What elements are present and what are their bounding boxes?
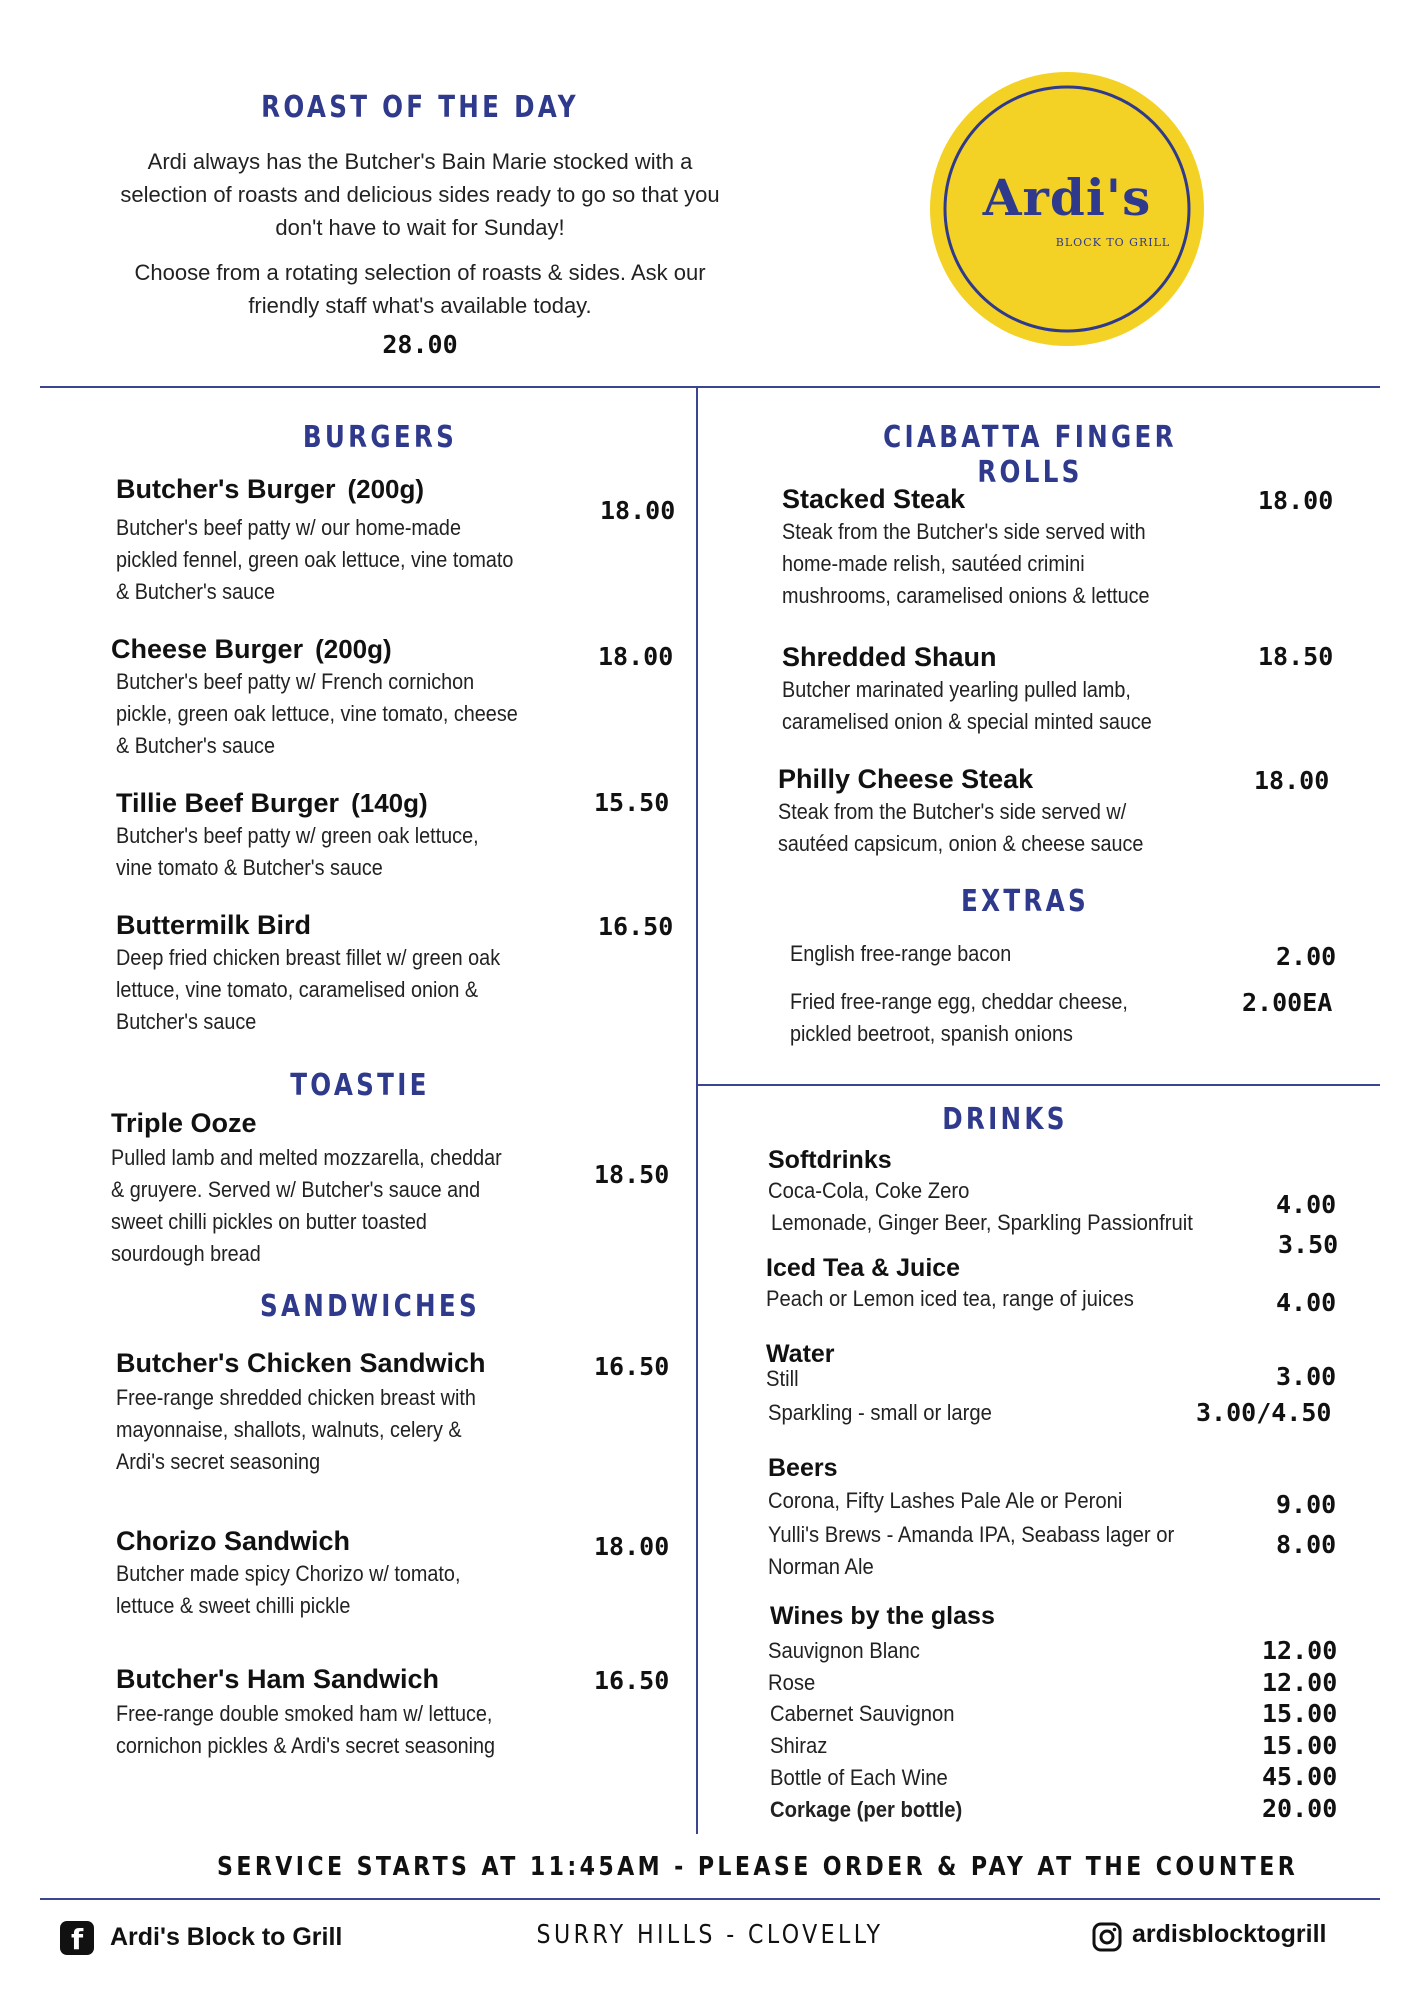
wine-item: Cabernet Sauvignon (770, 1701, 955, 1726)
facebook-page-name[interactable]: Ardi's Block to Grill (110, 1923, 343, 1951)
roast-price: 28.00 (382, 330, 458, 359)
wine-item: Rose (768, 1670, 816, 1695)
drinks-category-beers: Beers (768, 1454, 838, 1482)
drink-price: 3.00/4.50 (1196, 1398, 1332, 1427)
menu-item-description: Butcher's beef patty w/ green oak lettuce, vine tomato & Butcher's sauce (116, 823, 479, 880)
menu-item-description: Steak from the Butcher's side served w/ sautéed capsicum, onion & cheese sauce (778, 799, 1144, 856)
service-notice: SERVICE STARTS AT 11:45AM - PLEASE ORDER & PAY AT THE COUNTER (217, 1852, 1299, 1882)
menu-item-description: Free-range shredded chicken breast with mayonnaise, shallots, walnuts, celery & Ardi's secret seasoning (116, 1385, 476, 1474)
drink-item: Lemonade, Ginger Beer, Sparkling Passionfruit (771, 1210, 1193, 1235)
drink-price: 4.00 (1276, 1190, 1337, 1219)
menu-item-name: Stacked Steak (782, 484, 966, 514)
drink-price: 3.50 (1278, 1230, 1339, 1259)
roast-desc-line: don't have to wait for Sunday! (275, 215, 565, 240)
wine-price: 12.00 (1262, 1668, 1338, 1697)
logo-tagline: BLOCK TO GRILL (1055, 236, 1171, 249)
drink-price: 9.00 (1276, 1490, 1337, 1519)
menu-item-description: Pulled lamb and melted mozzarella, cheddar & gruyere. Served w/ Butcher's sauce and sweet chilli pickles on butter toasted sourdough bread (111, 1145, 502, 1266)
menu-item-price: 18.00 (594, 1532, 670, 1561)
menu-item-description: Butcher's beef patty w/ our home-made pickled fennel, green oak lettuce, vine tomato & Butcher's sauce (116, 515, 514, 604)
menu-item-description: Free-range double smoked ham w/ lettuce, cornichon pickles & Ardi's secret seasoning (116, 1701, 496, 1758)
menu-item-price: 18.00 (600, 496, 676, 525)
menu-item-price: 16.50 (594, 1666, 670, 1695)
extras-item-description: Fried free-range egg, cheddar cheese, pickled beetroot, spanish onions (790, 989, 1128, 1046)
drinks-category-water: Water (766, 1340, 835, 1368)
menu-item-name: Triple Ooze (111, 1108, 257, 1138)
locations: SURRY HILLS - CLOVELLY (536, 1920, 884, 1950)
menu-item-price: 18.50 (594, 1160, 670, 1189)
roast-desc-line: selection of roasts and delicious sides ready to go so that you (120, 182, 720, 207)
menu-item-name: Tillie Beef Burger (140g) (116, 788, 428, 818)
facebook-icon[interactable]: f (60, 1921, 94, 1955)
drink-price: 8.00 (1276, 1530, 1337, 1559)
extras-item-price: 2.00EA (1242, 988, 1333, 1017)
drink-item: Coca-Cola, Coke Zero (768, 1178, 970, 1203)
logo-name: Ardi's (982, 168, 1152, 227)
wine-item: Bottle of Each Wine (770, 1765, 948, 1790)
drink-item: Sparkling - small or large (768, 1400, 992, 1425)
roast-desc-line: Choose from a rotating selection of roasts & sides. Ask our (134, 260, 706, 285)
menu-item-price: 18.00 (1254, 766, 1330, 795)
drink-item: Corona, Fifty Lashes Pale Ale or Peroni (768, 1488, 1123, 1513)
sandwiches-title: SANDWICHES (259, 1289, 481, 1324)
menu-item-name: Cheese Burger (200g) (111, 634, 392, 664)
menu-item-description: Butcher's beef patty w/ French cornichon pickle, green oak lettuce, vine tomato, cheese & Butcher's sauce (116, 669, 518, 758)
menu-item-description: Steak from the Butcher's side served with home-made relish, sautéed crimini mushrooms, caramelised onions & lettuce (782, 519, 1150, 608)
wine-price: 12.00 (1262, 1636, 1338, 1665)
drink-item: Still (766, 1366, 799, 1391)
menu-item-name: Butcher's Burger (200g) (116, 474, 425, 504)
menu-item-price: 16.50 (594, 1352, 670, 1381)
menu-item-name: Shredded Shaun (782, 642, 997, 672)
ciabatta-title: CIABATTA FINGER ROLLS (883, 420, 1177, 490)
drinks-title: DRINKS (942, 1102, 1068, 1137)
column-divider (696, 386, 698, 1834)
drinks-category-softdrinks: Softdrinks (768, 1146, 892, 1174)
drinks-category-iced-tea: Iced Tea & Juice (766, 1254, 961, 1282)
ardis-logo (928, 70, 1206, 348)
roast-title: ROAST OF THE DAY (261, 90, 579, 125)
menu-item-price: 18.00 (598, 642, 674, 671)
menu-item-price: 15.50 (594, 788, 670, 817)
menu-item-description: Butcher made spicy Chorizo w/ tomato, lettuce & sweet chilli pickle (116, 1561, 461, 1618)
drink-price: 4.00 (1276, 1288, 1337, 1317)
drink-item: Peach or Lemon iced tea, range of juices (766, 1286, 1134, 1311)
menu-item-name: Butcher's Ham Sandwich (116, 1664, 439, 1694)
drink-item: Yulli's Brews - Amanda IPA, Seabass lager or (768, 1522, 1175, 1547)
drinks-divider (697, 1084, 1380, 1086)
wine-price: 20.00 (1262, 1794, 1338, 1823)
menu-item-description: Butcher marinated yearling pulled lamb, caramelised onion & special minted sauce (782, 677, 1152, 734)
instagram-icon[interactable] (1092, 1922, 1122, 1952)
menu-item-price: 16.50 (598, 912, 674, 941)
drink-item: Norman Ale (768, 1554, 874, 1579)
drink-price: 3.00 (1276, 1362, 1337, 1391)
wine-item: Shiraz (770, 1733, 828, 1758)
top-divider (40, 386, 1380, 388)
footer-divider (40, 1898, 1380, 1900)
extras-title: EXTRAS (961, 884, 1089, 919)
menu-item-name: Buttermilk Bird (116, 910, 312, 940)
menu-item-price: 18.50 (1258, 642, 1334, 671)
menu-item-description: Deep fried chicken breast fillet w/ green oak lettuce, vine tomato, caramelised onion & Butcher's sauce (116, 945, 501, 1034)
drinks-category-wines: Wines by the glass (770, 1602, 995, 1630)
roast-description (70, 145, 770, 322)
wine-price: 15.00 (1262, 1699, 1338, 1728)
menu-item-name: Chorizo Sandwich (116, 1526, 351, 1556)
roast-desc-line: friendly staff what's available today. (248, 293, 592, 318)
wine-item: Sauvignon Blanc (768, 1638, 920, 1663)
roast-desc-line: Ardi always has the Butcher's Bain Marie stocked with a (147, 149, 693, 174)
burgers-title: BURGERS (302, 420, 458, 455)
extras-item-description: English free-range bacon (790, 941, 1012, 966)
extras-item-price: 2.00 (1276, 942, 1337, 971)
toastie-title: TOASTIE (290, 1068, 430, 1103)
menu-item-name: Philly Cheese Steak (778, 764, 1034, 794)
menu-item-name: Butcher's Chicken Sandwich (116, 1348, 486, 1378)
instagram-handle[interactable]: ardisblocktogrill (1132, 1920, 1327, 1948)
wine-item: Corkage (per bottle) (770, 1797, 963, 1822)
wine-price: 15.00 (1262, 1731, 1338, 1760)
menu-item-price: 18.00 (1258, 486, 1334, 515)
wine-price: 45.00 (1262, 1762, 1338, 1791)
